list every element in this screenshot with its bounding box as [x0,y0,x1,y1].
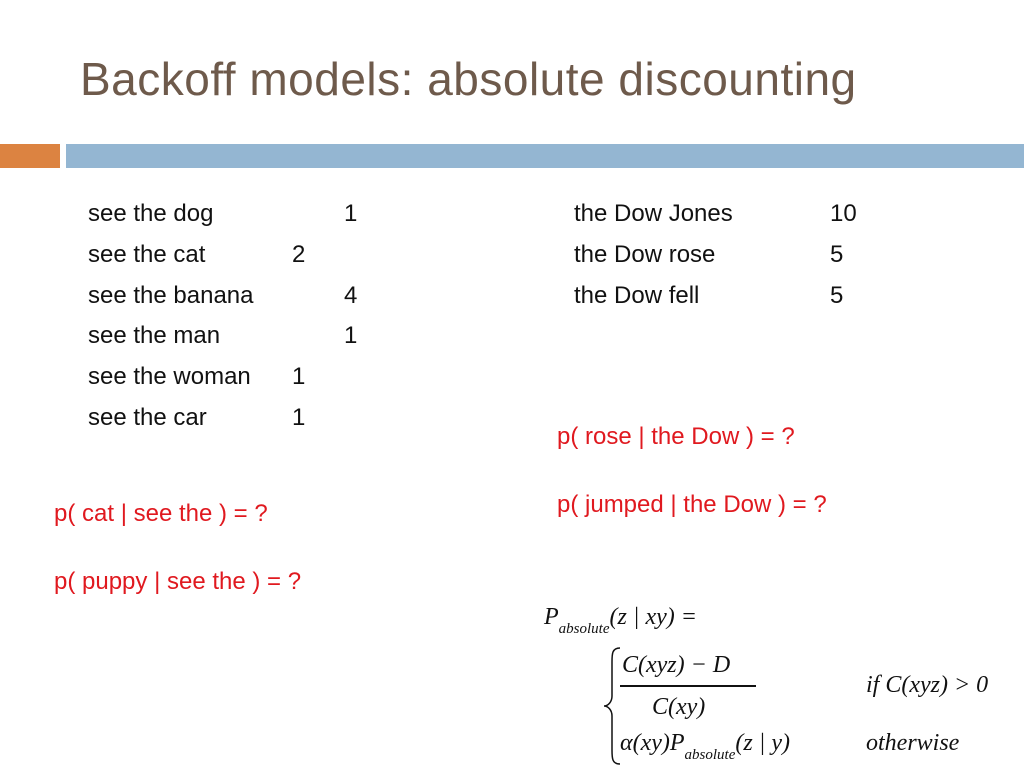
question-rose: p( rose | the Dow ) = ? [557,423,795,450]
formula-lhs: $P_{absolute}(z$ | xy) = [544,604,697,637]
count-cell: 10 [830,200,857,227]
question-cat: p( cat | see the ) = ? [54,500,268,527]
case2-expression: $\alpha(xy)P_{absolute}(z$ | y) [620,730,790,763]
phrase-cell: see the man [88,322,221,349]
case1-fraction-bar [620,685,756,687]
phrase-cell: see the car [88,404,207,431]
case2-condition: otherwise [866,730,960,756]
case1-condition: if C(xyz) > 0 [866,672,989,698]
phrase-cell: the Dow fell [574,282,700,309]
count-cell: 4 [344,282,358,309]
count-cell: 1 [344,200,358,227]
count-cell: 2 [292,241,306,268]
phrase-cell: see the cat [88,241,206,268]
case1-denominator: C(xy) [652,694,706,720]
phrase-cell: see the banana [88,282,254,309]
case1-numerator: C(xyz) − D [622,652,731,678]
count-cell: 5 [830,282,844,309]
phrase-cell: see the dog [88,200,214,227]
accent-bar-orange [0,144,60,168]
count-cell: 1 [292,404,306,431]
count-cell: 5 [830,241,844,268]
absolute-discounting-formula [540,600,1024,768]
accent-bar-blue [66,144,1024,168]
slide-title: Backoff models: absolute discounting [80,53,857,105]
count-cell: 1 [292,363,306,390]
question-puppy: p( puppy | see the ) = ? [54,568,302,595]
count-cell: 1 [344,322,358,349]
phrase-cell: the Dow rose [574,241,716,268]
phrase-cell: see the woman [88,363,251,390]
phrase-cell: the Dow Jones [574,200,733,227]
question-jumped: p( jumped | the Dow ) = ? [557,491,827,518]
